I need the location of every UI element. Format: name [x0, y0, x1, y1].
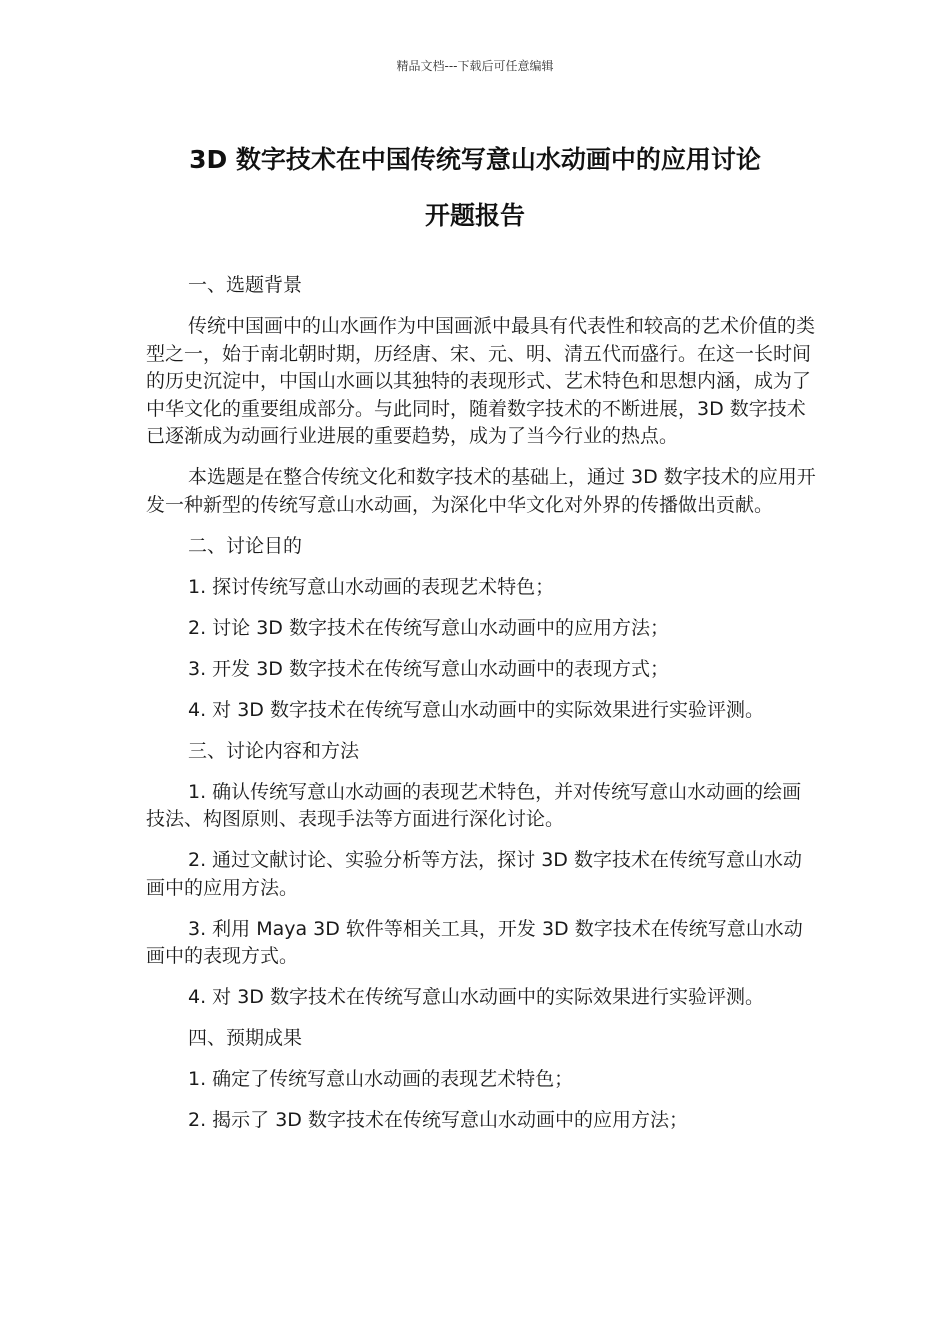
purpose-item: 1. 探讨传统写意山水动画的表现艺术特色；: [188, 575, 555, 598]
purpose-item: 2. 讨论 3D 数字技术在传统写意山水动画中的应用方法；: [188, 616, 669, 639]
expected-result-item: 2. 揭示了 3D 数字技术在传统写意山水动画中的应用方法；: [188, 1109, 688, 1131]
section-heading-content-methods: 三、讨论内容和方法: [188, 739, 360, 762]
document-body: [146, 272, 816, 1148]
content-method-item: 1. 确认传统写意山水动画的表现艺术特色，并对传统写意山水动画的绘画技法、构图原则、表现手法等方面进行深化讨论。: [146, 780, 802, 830]
content-method-item: 3. 利用 Maya 3D 软件等相关工具，开发 3D 数字技术在传统写意山水动画中的表现方式。: [146, 917, 803, 967]
background-paragraph-2: 本选题是在整合传统文化和数字技术的基础上，通过 3D 数字技术的应用开发一种新型的传统写意山水动画，为深化中华文化对外界的传播做出贡献。: [146, 466, 816, 516]
expected-result-item: 1. 确定了传统写意山水动画的表现艺术特色；: [188, 1068, 574, 1090]
background-paragraph-1: 传统中国画中的山水画作为中国画派中最具有代表性和较高的艺术价值的类型之一，始于南北朝时期，历经唐、宋、元、明、清五代而盛行。在这一长时间的历史沉淀中，中国山水画以其独特的表现形式、艺术特色和思想内涵，成为了中华文化的重要组成部分。与此同时，随着数字技术的不断进展，3D 数字技术已逐渐成为动画行业进展的重要趋势，成为了当今行业的热点。: [146, 315, 816, 447]
purpose-item: 3. 开发 3D 数字技术在传统写意山水动画中的表现方式；: [188, 657, 669, 680]
document-title-line2: 开题报告: [424, 201, 525, 230]
content-method-item: 2. 通过文献讨论、实验分析等方法，探讨 3D 数字技术在传统写意山水动画中的应用方法。: [146, 849, 802, 899]
document-title-line1: 3D 数字技术在中国传统写意山水动画中的应用讨论: [189, 145, 761, 174]
purpose-item: 4. 对 3D 数字技术在传统写意山水动画中的实际效果进行实验评测。: [188, 698, 764, 721]
page-header-note: 精品文档---下载后可任意编辑: [396, 59, 554, 73]
section-heading-purpose: 二、讨论目的: [188, 534, 303, 557]
section-heading-background: 一、选题背景: [188, 274, 303, 296]
section-heading-expected-results: 四、预期成果: [188, 1027, 303, 1049]
content-method-item: 4. 对 3D 数字技术在传统写意山水动画中的实际效果进行实验评测。: [188, 986, 764, 1008]
